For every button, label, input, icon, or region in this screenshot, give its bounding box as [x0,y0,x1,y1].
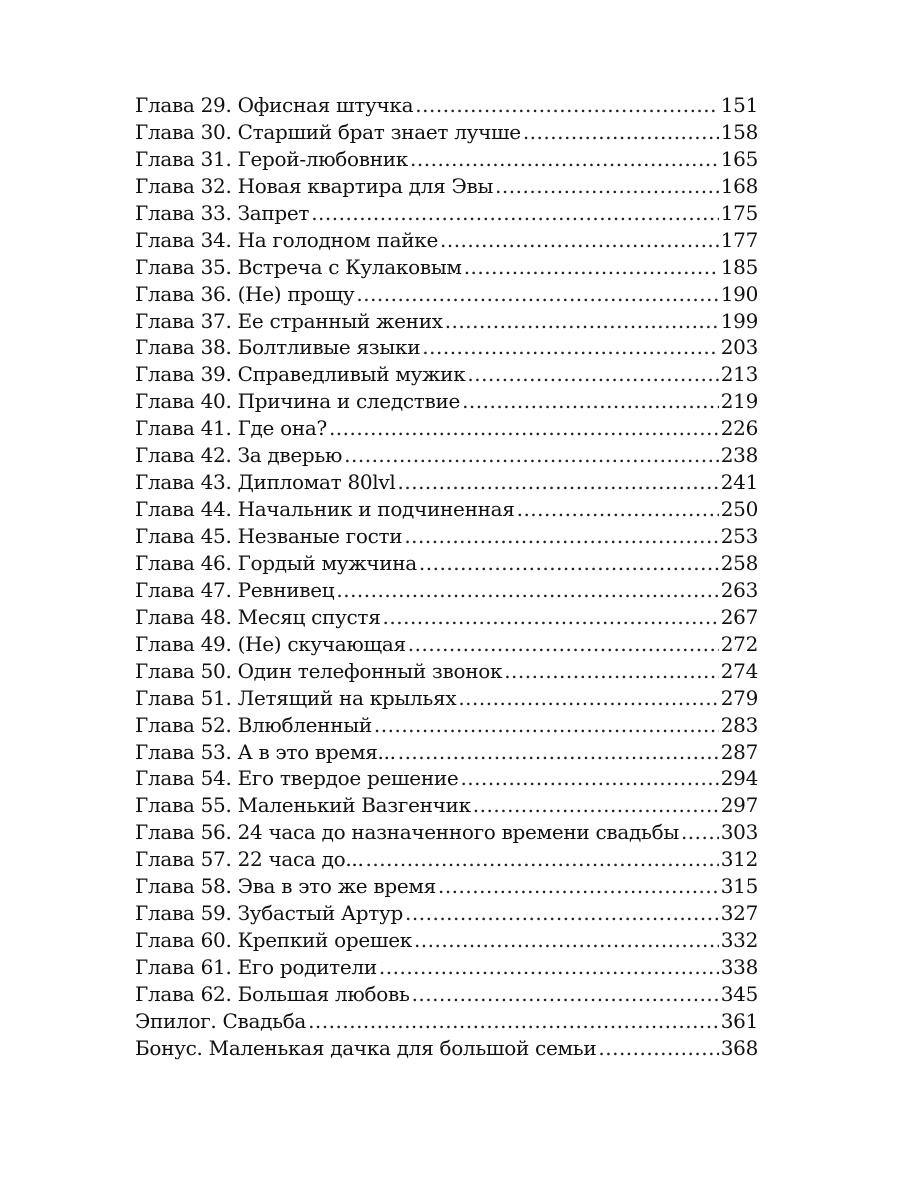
toc-entry [135,146,758,173]
toc-entry-title: Глава 38. Болтливые языки [135,335,421,360]
toc-entry [135,173,758,200]
toc-entry-page: 165 [720,146,758,171]
toc-entry [135,388,758,415]
toc-entry-title: Глава 61. Его родители [135,955,377,979]
toc-entry [135,496,758,523]
dot-leader [308,1008,719,1035]
toc-entry-title: Глава 58. Эва в это же время [135,874,436,899]
toc-entry [135,765,758,792]
toc-entry-title: Глава 48. Месяц спустя [135,604,381,629]
dot-leader [460,765,718,792]
toc-entry [135,361,758,388]
toc-entry-title: Глава 39. Справедливый мужик [135,362,466,387]
dot-leader [419,550,719,577]
toc-entry-title: Глава 43. Дипломат 80lvl [135,470,396,495]
dot-leader [398,739,719,766]
toc-entry-page: 283 [720,712,758,737]
toc-entry-title: Бонус. Маленькая дачка для большой семьи [135,1035,597,1060]
toc-entry-title: Глава 36. (Не) прощу [135,281,355,306]
toc-entry-page: 327 [720,901,758,926]
toc-entry [135,873,758,900]
toc-entry [135,658,758,685]
toc-entry-page: 158 [720,119,758,144]
toc-entry-page: 250 [720,497,758,522]
dot-leader [681,819,719,846]
toc-entry [135,119,758,146]
dot-leader [458,685,718,712]
toc-entry-page: 338 [720,955,758,979]
toc-entry-title: Глава 34. На голодном пайке [135,227,438,252]
toc-entry [135,254,758,281]
dot-leader [383,604,719,631]
toc-entry-title: Глава 53. А в это время... [135,739,396,764]
toc-entry [135,981,758,1008]
toc-entry-title: Глава 54. Его твердое решение [135,766,459,791]
toc-entry-page: 267 [720,604,758,629]
dot-leader [495,173,719,200]
toc-entry-page: 213 [720,362,758,387]
toc-entry [135,846,758,873]
dot-leader [598,1035,718,1062]
toc-entry [135,550,758,577]
toc-entry-page: 315 [720,874,758,899]
dot-leader [440,227,719,254]
toc-entry [135,712,758,739]
table-of-contents [135,92,758,1062]
toc-entry [135,281,758,308]
dot-leader [445,308,719,335]
toc-entry [135,442,758,469]
dot-leader [438,873,719,900]
toc-entry [135,200,758,227]
dot-leader [415,92,718,119]
toc-entry-title: Глава 40. Причина и следствие [135,389,461,414]
toc-entry [135,334,758,361]
toc-entry-page: 226 [720,416,758,441]
dot-leader [366,846,719,873]
toc-entry-title: Глава 56. 24 часа до назначенного времени свадьбы [135,820,679,845]
toc-entry-title: Глава 45. Незваные гости [135,524,403,548]
toc-entry-page: 219 [720,389,758,414]
toc-entry [135,469,758,496]
dot-leader [523,119,719,146]
toc-entry-page: 190 [720,281,758,306]
toc-entry [135,92,758,119]
dot-leader [329,415,719,442]
toc-entry-title: Глава 60. Крепкий орешек [135,928,412,953]
toc-entry [135,308,758,335]
toc-entry-title: Глава 62. Большая любовь [135,981,410,1006]
toc-entry-page: 368 [720,1035,758,1060]
toc-entry [135,523,758,550]
dot-leader [311,200,719,227]
toc-entry-page: 312 [720,847,758,872]
toc-entry-page: 177 [720,227,758,252]
toc-entry-page: 185 [720,254,758,279]
toc-entry-page: 294 [720,766,758,791]
toc-entry-page: 199 [720,308,758,333]
toc-entry-page: 297 [720,793,758,818]
toc-entry-title: Глава 32. Новая квартира для Эвы [135,173,494,198]
toc-entry-title: Глава 57. 22 часа до... [135,847,364,872]
toc-entry-page: 238 [720,443,758,468]
toc-entry-page: 279 [720,685,758,710]
toc-entry [135,819,758,846]
dot-leader [464,254,719,281]
toc-entry-page: 272 [720,631,758,656]
dot-leader [336,577,718,604]
toc-entry [135,954,758,981]
toc-entry-title: Глава 42. За дверью [135,443,343,468]
dot-leader [414,927,719,954]
toc-entry [135,927,758,954]
toc-entry-title: Эпилог. Свадьба [135,1008,307,1033]
dot-leader [422,334,718,361]
toc-entry [135,1035,758,1062]
toc-entry-page: 361 [720,1008,758,1033]
toc-entry-page: 258 [720,550,758,575]
dot-leader [405,900,719,927]
toc-entry-page: 274 [720,658,758,683]
dot-leader [408,631,719,658]
toc-entry-title: Глава 50. Один телефонный звонок [135,658,503,683]
dot-leader [504,658,719,685]
toc-entry [135,739,758,766]
toc-entry [135,415,758,442]
toc-entry [135,900,758,927]
dot-leader [412,981,719,1008]
toc-entry [135,604,758,631]
toc-entry-title: Глава 33. Запрет [135,200,310,225]
toc-entry-title: Глава 49. (Не) скучающая [135,631,406,656]
toc-entry-title: Глава 31. Герой-любовник [135,146,409,171]
toc-entry-title: Глава 44. Начальник и подчиненная [135,497,515,522]
dot-leader [374,712,719,739]
toc-entry-page: 175 [720,200,758,225]
toc-entry-title: Глава 59. Зубастый Артур [135,901,404,926]
toc-entry [135,631,758,658]
toc-entry-title: Глава 29. Офисная штучка [135,93,414,117]
toc-entry [135,1008,758,1035]
toc-entry-title: Глава 52. Влюбленный [135,712,372,737]
dot-leader [404,523,718,550]
dot-leader [410,146,719,173]
toc-entry-page: 253 [720,524,758,548]
toc-entry-title: Глава 37. Ее странный жених [135,308,443,333]
toc-entry-title: Глава 55. Маленький Вазгенчик [135,793,471,818]
dot-leader [467,361,718,388]
toc-entry-page: 287 [720,739,758,764]
dot-leader [344,442,719,469]
toc-entry-page: 168 [720,173,758,198]
toc-entry-page: 151 [720,93,758,117]
toc-entry [135,577,758,604]
toc-entry [135,227,758,254]
toc-entry-title: Глава 51. Летящий на крыльях [135,685,457,710]
dot-leader [398,469,719,496]
toc-entry-page: 332 [720,928,758,953]
toc-entry-title: Глава 47. Ревнивец [135,577,335,602]
toc-entry-page: 203 [720,335,758,360]
dot-leader [462,388,719,415]
toc-entry [135,792,758,819]
toc-entry-page: 241 [720,470,758,495]
toc-entry-page: 263 [720,577,758,602]
dot-leader [517,496,719,523]
toc-entry [135,685,758,712]
dot-leader [473,792,719,819]
toc-entry-title: Глава 30. Старший брат знает лучше [135,119,521,144]
toc-entry-title: Глава 41. Где она? [135,416,327,441]
toc-entry-title: Глава 35. Встреча с Кулаковым [135,254,462,279]
dot-leader [356,281,718,308]
toc-entry-page: 345 [720,981,758,1006]
dot-leader [379,954,719,981]
toc-entry-page: 303 [720,820,758,845]
toc-entry-title: Глава 46. Гордый мужчина [135,550,417,575]
